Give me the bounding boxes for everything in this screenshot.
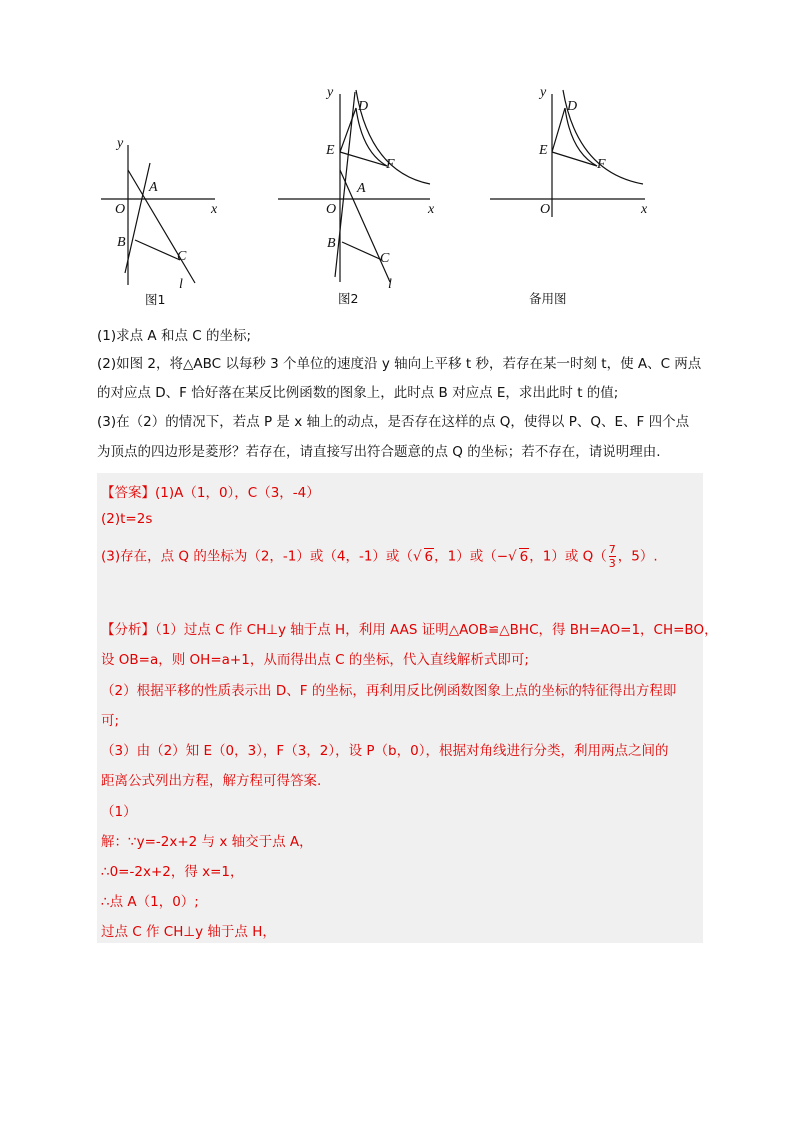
question-2-line-2: 的对应点 D、F 恰好落在某反比例函数的图象上，此时点 B 对应点 E，求出此时 t 的值; xyxy=(97,385,619,401)
answer-line-3-part-a: (3)存在，点 Q 的坐标为（2，-1）或（4，-1）或（ xyxy=(101,548,413,565)
answer-line-3-part-c: ，1）或 Q（ xyxy=(529,548,607,565)
fraction-numerator: 7 xyxy=(608,543,616,556)
label-f: F xyxy=(597,157,606,172)
answer-line-3-part-b: ，1）或（− xyxy=(434,548,509,565)
label-o: O xyxy=(540,202,551,217)
label-x: x xyxy=(211,202,218,217)
analysis-line-1: 【分析】（1）过点 C 作 CH⊥y 轴于点 H，利用 AAS 证明△AOB≌△BHC，得 BH=AO=1，CH=BO， xyxy=(101,622,718,638)
analysis-line-3: （2）根据平移的性质表示出 D、F 的坐标，再利用反比例函数图象上点的坐标的特征得出方程即 xyxy=(101,683,677,699)
label-o: O xyxy=(326,202,337,217)
segment-ac xyxy=(128,170,195,283)
answer-line-1: 【答案】(1)A（1，0），C（3，-4） xyxy=(101,485,320,501)
label-x: x xyxy=(641,202,648,217)
label-a: A xyxy=(149,180,158,195)
answer-line-3-part-d: ，5）. xyxy=(617,548,658,565)
segment-de xyxy=(552,108,565,152)
line-l xyxy=(125,163,150,273)
label-d: D xyxy=(358,99,369,114)
analysis-line-7: （1） xyxy=(101,804,137,820)
label-c: C xyxy=(380,251,390,266)
analysis-line-10: ∴点 A（1，0）; xyxy=(101,894,199,910)
sqrt-6: 6 xyxy=(424,548,434,565)
label-b: B xyxy=(327,236,336,251)
question-2-line-1: (2)如图 2，将△ABC 以每秒 3 个单位的速度沿 y 轴向上平移 t 秒，若存在某一时刻 t，使 A、C 两点 xyxy=(97,356,702,372)
analysis-line-2: 设 OB=a，则 OH=a+1，从而得出点 C 的坐标，代入直线解析式即可; xyxy=(101,652,529,668)
label-a: A xyxy=(357,181,366,196)
label-e: E xyxy=(539,143,548,158)
analysis-line-6: 距离公式列出方程，解方程可得答案. xyxy=(101,773,322,789)
question-3-line-1: (3)在（2）的情况下，若点 P 是 x 轴上的动点，是否存在这样的点 Q，使得以 P、Q、E、F 四个点 xyxy=(97,414,690,430)
label-e: E xyxy=(326,143,335,158)
figure-2-graph xyxy=(270,82,445,292)
analysis-line-4: 可; xyxy=(101,713,120,729)
sqrt-6-neg: 6 xyxy=(519,548,529,565)
segment-de xyxy=(340,108,356,152)
figure-1-caption: 图1 xyxy=(145,292,166,307)
label-y: y xyxy=(540,85,547,100)
sqrt-symbol-2: √ xyxy=(508,548,517,565)
figure-3 xyxy=(485,82,655,306)
question-3-line-2: 为顶点的四边形是菱形？若存在，请直接写出符合题意的点 Q 的坐标；若不存在，请说明理由. xyxy=(97,444,661,460)
label-y: y xyxy=(327,85,334,100)
fraction-7-3 xyxy=(609,543,616,570)
analysis-line-9: ∴0=-2x+2，得 x=1， xyxy=(101,864,244,880)
figure-1-graph xyxy=(95,125,230,295)
label-d: D xyxy=(567,99,578,114)
figure-3-caption: 备用图 xyxy=(529,291,567,306)
analysis-line-8: 解：∵y=-2x+2 与 x 轴交于点 A， xyxy=(101,834,313,850)
figure-1 xyxy=(95,125,230,307)
sqrt-symbol: √ xyxy=(412,548,422,565)
question-1: (1)求点 A 和点 C 的坐标; xyxy=(97,328,251,344)
fraction-denominator: 3 xyxy=(608,557,616,570)
figure-3-graph xyxy=(485,82,655,222)
figure-2 xyxy=(270,82,445,306)
label-l: l xyxy=(179,277,183,292)
answer-line-2: (2)t=2s xyxy=(101,511,153,527)
label-o: O xyxy=(115,202,126,217)
figure-2-caption: 图2 xyxy=(338,291,359,306)
label-f: F xyxy=(386,157,395,172)
label-c: C xyxy=(177,249,187,264)
label-x: x xyxy=(428,202,435,217)
analysis-line-11: 过点 C 作 CH⊥y 轴于点 H， xyxy=(101,924,276,940)
answer-block xyxy=(97,473,718,943)
label-b: B xyxy=(117,235,126,250)
segment-bc xyxy=(135,240,180,260)
analysis-line-5: （3）由（2）知 E（0，3），F（3，2），设 P（b，0），根据对角线进行分类，利用两点之间的 xyxy=(101,743,669,759)
label-y: y xyxy=(117,136,124,151)
curve-df xyxy=(356,108,387,166)
label-l: l xyxy=(388,277,392,292)
answer-line-3 xyxy=(101,543,658,570)
